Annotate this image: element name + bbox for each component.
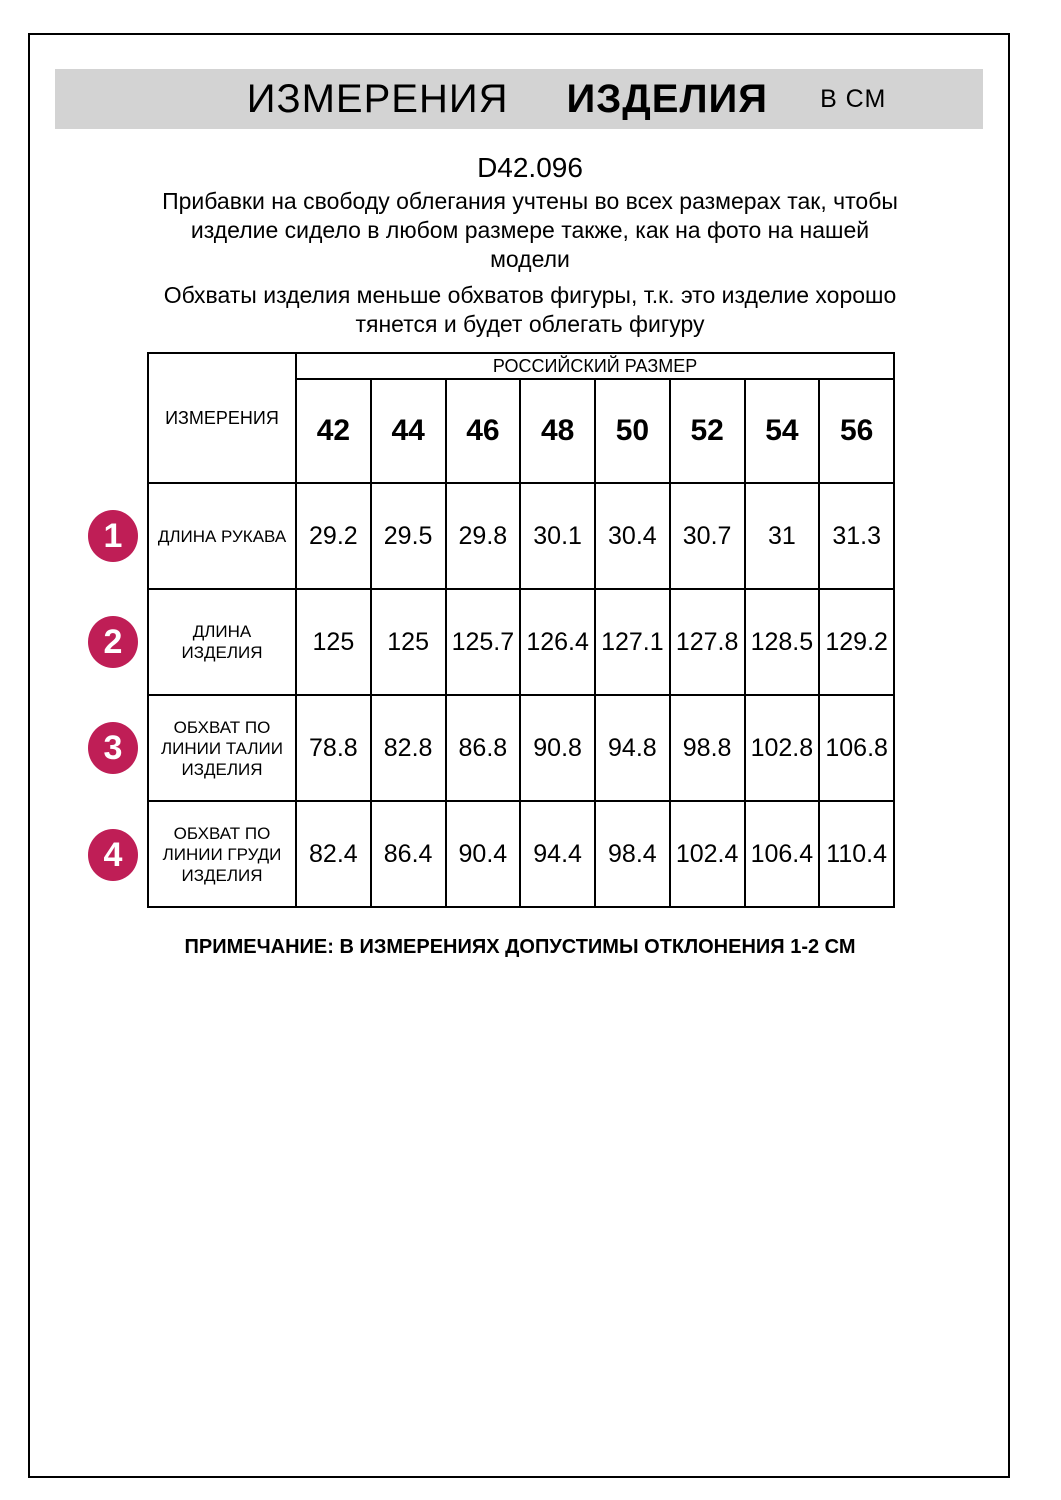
table-cell: 82.4 bbox=[296, 801, 371, 907]
table-cell: 128.5 bbox=[745, 589, 820, 695]
page-title-measurements: ИЗМЕРЕНИЯ bbox=[246, 76, 509, 121]
table-cell: 29.2 bbox=[296, 483, 371, 589]
size-header: 48 bbox=[520, 379, 595, 483]
table-cell: 86.4 bbox=[371, 801, 446, 907]
table-cell: 125 bbox=[296, 589, 371, 695]
table-cell: 30.7 bbox=[670, 483, 745, 589]
size-header: 42 bbox=[296, 379, 371, 483]
table-cell: 86.8 bbox=[446, 695, 521, 801]
row-label-line: ДЛИНА bbox=[192, 622, 252, 641]
row-number-badge-4: 4 bbox=[88, 829, 138, 881]
table-cell: 106.4 bbox=[745, 801, 820, 907]
page-title-unit: В СМ bbox=[820, 84, 887, 113]
table-cell: 127.8 bbox=[670, 589, 745, 695]
table-row-product-length bbox=[148, 589, 894, 695]
paragraph-line: Обхваты изделия меньше обхватов фигуры, т.к. это изделие хорошо bbox=[163, 282, 897, 308]
model-code: D42.096 bbox=[477, 152, 583, 183]
size-header: 46 bbox=[446, 379, 521, 483]
size-header: 52 bbox=[670, 379, 745, 483]
table-cell: 102.4 bbox=[670, 801, 745, 907]
row-label bbox=[148, 483, 296, 589]
table-cell: 90.4 bbox=[446, 801, 521, 907]
table-cell: 31.3 bbox=[819, 483, 894, 589]
page-title bbox=[55, 69, 983, 129]
size-header: 44 bbox=[371, 379, 446, 483]
row-label-line: ИЗДЕЛИЯ bbox=[181, 865, 263, 885]
table-cell: 125 bbox=[371, 589, 446, 695]
table-row-sleeve-length bbox=[148, 483, 894, 589]
table-cell: 127.1 bbox=[595, 589, 670, 695]
row-label-line: ЛИНИИ ТАЛИИ bbox=[161, 738, 283, 758]
table-cell: 94.4 bbox=[520, 801, 595, 907]
table-cell: 94.8 bbox=[595, 695, 670, 801]
table-cell: 106.8 bbox=[819, 695, 894, 801]
table-cell: 110.4 bbox=[819, 801, 894, 907]
table-cell: 29.5 bbox=[371, 483, 446, 589]
table-cell: 29.8 bbox=[446, 483, 521, 589]
table-cell: 31 bbox=[745, 483, 820, 589]
row-label-line: ОБХВАТ ПО bbox=[173, 823, 271, 843]
intro-text bbox=[100, 187, 960, 339]
measurements-table bbox=[147, 352, 895, 908]
row-label-line: ИЗДЕЛИЯ bbox=[181, 759, 263, 779]
paragraph-line: Прибавки на свободу облегания учтены во всех размерах так, чтобы bbox=[162, 188, 898, 214]
table-cell: 90.8 bbox=[520, 695, 595, 801]
stretch-note-paragraph bbox=[100, 281, 960, 339]
page-title-product: ИЗДЕЛИЯ bbox=[566, 76, 769, 121]
row-label bbox=[148, 589, 296, 695]
table-row-waist-girth bbox=[148, 695, 894, 801]
paragraph-line: модели bbox=[490, 246, 570, 272]
table-cell: 30.1 bbox=[520, 483, 595, 589]
table-cell: 30.4 bbox=[595, 483, 670, 589]
paragraph-line: изделие сидело в любом размере также, как на фото на нашей bbox=[190, 217, 870, 243]
table-corner-label: ИЗМЕРЕНИЯ bbox=[148, 353, 296, 483]
paragraph-line: тянется и будет облегать фигуру bbox=[355, 311, 705, 337]
table-cell: 82.8 bbox=[371, 695, 446, 801]
table-cell: 78.8 bbox=[296, 695, 371, 801]
table-cell: 125.7 bbox=[446, 589, 521, 695]
fit-allowance-paragraph bbox=[100, 187, 960, 274]
row-number-badge-2: 2 bbox=[88, 616, 138, 668]
table-cell: 98.4 bbox=[595, 801, 670, 907]
row-label-line: ДЛИНА РУКАВА bbox=[157, 526, 287, 546]
size-group-header: РОССИЙСКИЙ РАЗМЕР bbox=[296, 353, 894, 379]
table-cell: 126.4 bbox=[520, 589, 595, 695]
row-number-badge-3: 3 bbox=[88, 722, 138, 774]
row-label-line: ОБХВАТ ПО bbox=[173, 717, 271, 737]
size-header: 56 bbox=[819, 379, 894, 483]
tolerance-note: ПРИМЕЧАНИЕ: В ИЗМЕРЕНИЯХ ДОПУСТИМЫ ОТКЛОНЕНИЯ 1-2 СМ bbox=[184, 936, 856, 958]
row-label-line: ИЗДЕЛИЯ bbox=[181, 643, 263, 662]
table-cell: 129.2 bbox=[819, 589, 894, 695]
table-row-chest-girth bbox=[148, 801, 894, 907]
table-cell: 102.8 bbox=[745, 695, 820, 801]
size-header: 50 bbox=[595, 379, 670, 483]
row-label bbox=[148, 695, 296, 801]
row-label bbox=[148, 801, 296, 907]
row-label-line: ЛИНИИ ГРУДИ bbox=[162, 844, 282, 864]
table-cell: 98.8 bbox=[670, 695, 745, 801]
size-header: 54 bbox=[745, 379, 820, 483]
row-number-badge-1: 1 bbox=[88, 510, 138, 562]
